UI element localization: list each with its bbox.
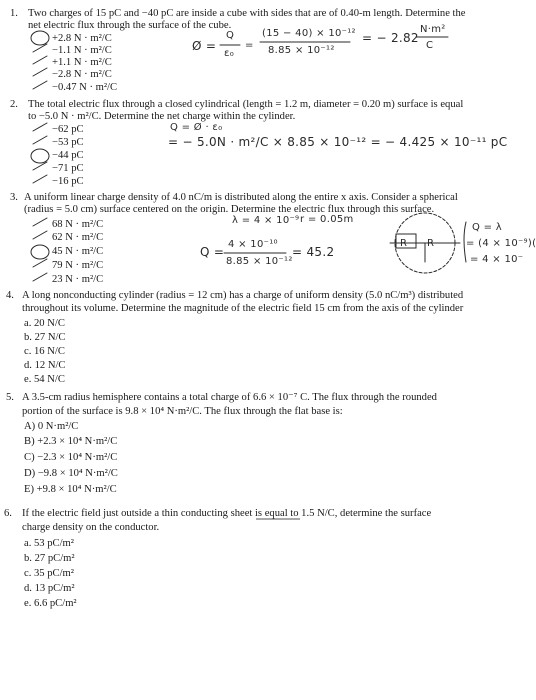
answer-option: B) +2.3 × 10⁴ N·m²/C — [24, 436, 118, 447]
circle-mark — [31, 245, 49, 259]
answer-option: A) 0 N·m²/C — [24, 421, 79, 432]
hand-q3-side-1: Q = λ — [472, 222, 503, 233]
answer-option: a. 20 N/C — [24, 318, 65, 329]
question-text-line: Two charges of 15 pC and −40 pC are inside a cube with sides that are of 0.40-m length. Determine the — [28, 8, 466, 19]
hand-q1-unit-den: C — [426, 40, 434, 51]
question-number: 1. — [10, 8, 18, 19]
hand-q3-frac-den: 8.85 × 10⁻¹² — [226, 256, 293, 267]
hand-q1-phi: Ø = — [192, 39, 217, 53]
strike-mark — [33, 231, 47, 239]
question-text-line: A uniform linear charge density of 4.0 nC/m is distributed along the entire x axis. Consider a spherical — [24, 192, 458, 203]
answer-option: −2.8 N · m²/C — [52, 69, 112, 80]
question-text-line: net electric flux through the surface of the cube. — [28, 20, 232, 31]
question-text-line: portion of the surface is 9.8 × 10⁴ N·m²/C. The flux through the flat base is: — [22, 406, 343, 417]
answer-option: b. 27 N/C — [24, 332, 66, 343]
question-text-line: A long nonconducting cylinder (radius = 12 cm) has a charge of uniform density (5.0 nC/m³) distributed — [22, 290, 464, 301]
strike-mark — [33, 259, 47, 267]
answer-option: −1.1 N · m²/C — [52, 45, 112, 56]
answer-option: c. 16 N/C — [24, 346, 65, 357]
hand-q1-calc-den: 8.85 × 10⁻¹² — [268, 45, 335, 56]
question-number: 6. — [4, 508, 12, 519]
answer-option: d. 13 pC/m² — [24, 583, 75, 594]
answer-option: 45 N · m²/C — [52, 246, 104, 257]
hand-q3-Q: Q = — [200, 245, 225, 259]
question-number: 3. — [10, 192, 18, 203]
strike-mark — [33, 123, 47, 131]
answer-option: e. 6.6 pC/m² — [24, 598, 77, 609]
question-text-line: If the electric field just outside a thin conducting sheet is equal to 1.5 N/C, determine the surface — [22, 508, 432, 519]
circle-mark — [31, 31, 49, 45]
hand-q1-frac-den: ε₀ — [224, 48, 235, 59]
question-text-line: The total electric flux through a closed cylindrical (length = 1.2 m, diameter = 0.20 m) surface is equal — [28, 99, 464, 110]
answer-option: c. 35 pC/m² — [24, 568, 74, 579]
answer-option: b. 27 pC/m² — [24, 553, 75, 564]
hand-q1-calc-num: (15 − 40) × 10⁻¹² — [262, 28, 356, 39]
answer-option: d. 12 N/C — [24, 360, 66, 371]
strike-mark — [33, 136, 47, 144]
strike-mark — [33, 273, 47, 281]
answer-option: −44 pC — [52, 150, 84, 161]
answer-option: 62 N · m²/C — [52, 232, 104, 243]
strike-mark — [33, 44, 47, 52]
answer-option: e. 54 N/C — [24, 374, 65, 385]
answer-option: −53 pC — [52, 137, 84, 148]
answer-option: C) −2.3 × 10⁴ N·m²/C — [24, 452, 118, 463]
question-text-line: throughout its volume. Determine the magnitude of the electric field 15 cm from the axis of the cylinder — [22, 303, 464, 314]
answer-option: −71 pC — [52, 163, 84, 174]
strike-mark — [33, 218, 47, 226]
answer-option: E) +9.8 × 10⁴ N·m²/C — [24, 484, 117, 495]
question-number: 4. — [6, 290, 14, 301]
hand-q1-result: = − 2.82 — [362, 31, 419, 45]
question-text-line: to −5.0 N · m²/C. Determine the net charge within the cylinder. — [28, 111, 296, 122]
strike-mark — [33, 68, 47, 76]
hand-q3-lambda: λ = 4 × 10⁻⁹ — [232, 215, 300, 226]
question-number: 5. — [6, 392, 14, 403]
circle-mark — [31, 149, 49, 163]
hand-q3-r: r = 0.05m — [300, 214, 354, 225]
hand-q2-line1: Q = Ø · ε₀ — [170, 122, 223, 133]
strike-mark — [33, 56, 47, 64]
question-text-line: charge density on the conductor. — [22, 522, 160, 533]
answer-option: +1.1 N · m²/C — [52, 57, 112, 68]
question-text-line: A 3.5-cm radius hemisphere contains a total charge of 6.6 × 10⁻⁷ C. The flux through the rounded — [22, 392, 437, 403]
question-text-line: (radius = 5.0 cm) surface centered on the origin. Determine the electric flux through this surface. — [24, 204, 435, 215]
hand-q3-side-3: = 4 × 10⁻ — [470, 254, 524, 265]
answer-option: D) −9.8 × 10⁴ N·m²/C — [24, 468, 118, 479]
answer-option: +2.8 N · m²/C — [52, 33, 112, 44]
hand-q3-diagram-label: R — [427, 238, 435, 249]
hand-q3-diagram-label: R — [400, 238, 408, 249]
answer-option: −0.47 N · m²/C — [52, 82, 118, 93]
answer-option: 68 N · m²/C — [52, 219, 104, 230]
hand-q3-side-2: = (4 × 10⁻⁹)( — [466, 238, 536, 249]
strike-mark — [33, 175, 47, 183]
answer-option: a. 53 pC/m² — [24, 538, 74, 549]
hand-q1-unit-num: N·m² — [420, 24, 446, 35]
hand-q1-frac-num: Q — [226, 30, 235, 41]
hand-q3-frac-num: 4 × 10⁻¹⁰ — [228, 239, 278, 250]
hand-q3-result: = 45.2 — [292, 245, 335, 259]
hand-q2-line2: = − 5.0N · m²/C × 8.85 × 10⁻¹² = − 4.425 × 10⁻¹¹ pC — [168, 135, 508, 149]
answer-option: −16 pC — [52, 176, 84, 187]
strike-mark — [33, 81, 47, 89]
answer-option: 79 N · m²/C — [52, 260, 104, 271]
answer-option: −62 pC — [52, 124, 84, 135]
answer-option: 23 N · m²/C — [52, 274, 104, 285]
hand-q1-eq: = — [245, 40, 254, 51]
strike-mark — [33, 162, 47, 170]
question-number: 2. — [10, 99, 18, 110]
